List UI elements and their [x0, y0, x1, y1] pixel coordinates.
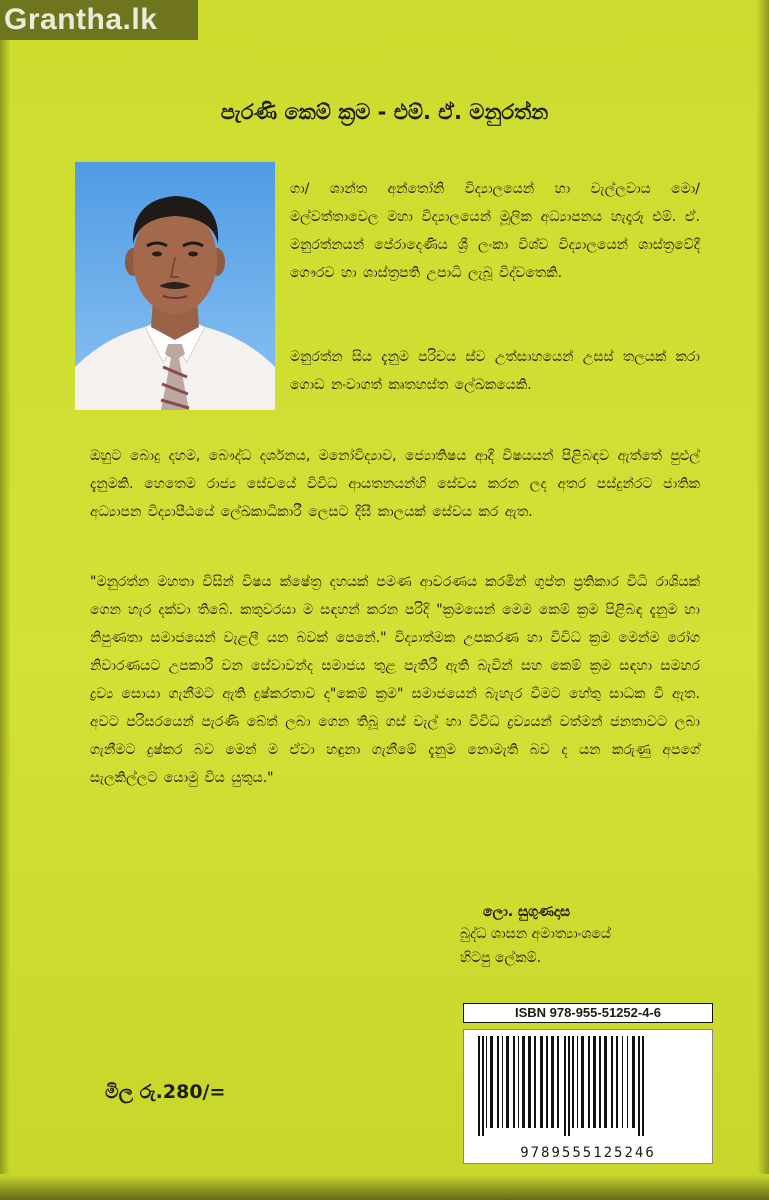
- bio-paragraph-education: ගා/ ශාන්ත අන්තෝනි විද්‍යාලයෙන් හා වැල්ලවාය මො/මල්වත්තාවෙල මහා විද්‍යාලයෙන් මූලික අධ්‍යාපනය හැදෑරූ එම්. ඒ. මනුරත්නයන් පේරාදෙණිය ශ්‍රී ලංකා විශ්ව විද්‍යාලයෙන් ශාස්ත්‍රවේදී ගෞරව හා ශාස්ත්‍රපති උපාධි ලැබූ විද්වතෙකි.: [290, 181, 700, 281]
- book-title: පැරණි කෙම් ක්‍රම - එම්. ඒ. මනුරත්න: [220, 100, 549, 124]
- bio-paragraph-career: ඔහුට බොදු දහම, බෞද්ධ දර්ශනය, මනෝවිද්‍යාව, ජ්‍යොතිෂය ආදී විෂයයන් පිළිබඳව ඇත්තේ පුළුල් දැනුමකි. හෙතෙම රාජ්‍ය සේවයේ විවිධ ආයතනයන්හි සේවය කරන ලද අතර පස්දුන්රට ජාතික අධ්‍යාපන විද්‍යාපීඨයේ ලේඛකාධිකාරී ලෙසට දීඝී කාලයක් සේවය කර ඇත.: [90, 448, 700, 520]
- reviewer-title-line1: බුද්ධ ශාසන අමාත්‍යාංශයේ: [460, 926, 611, 942]
- barcode-bar: [534, 1036, 536, 1128]
- barcode-bar: [478, 1036, 480, 1136]
- author-portrait-image: [75, 162, 275, 410]
- barcode-bar: [632, 1036, 635, 1128]
- barcode-bar: [627, 1036, 628, 1128]
- barcode-digits: 9789555125246: [464, 1145, 712, 1161]
- reviewer-title-line2: හිටපු ලේකම්.: [460, 950, 542, 966]
- barcode-bar: [518, 1036, 519, 1128]
- barcode-bar: [557, 1036, 559, 1128]
- price-label: මිල රු.280/=: [105, 1081, 226, 1103]
- cover-left-edge: [0, 0, 10, 1200]
- barcode-bar: [486, 1036, 487, 1128]
- barcode-bar: [604, 1036, 607, 1128]
- barcode-bar: [572, 1036, 574, 1128]
- isbn-label: ISBN 978-955-51252-4-6: [463, 1003, 713, 1023]
- barcode-bar: [513, 1036, 515, 1128]
- barcode-bar: [522, 1036, 525, 1128]
- barcode: [463, 1029, 713, 1164]
- barcode-bar: [546, 1036, 548, 1128]
- review-quote: "මනුරත්න මහතා විසින් විෂය ක්ෂේත්‍ර දහයක් පමණ ආවරණය කරමින් ගුප්ත ප්‍රතිකාර විධි රාශියක් ගෙන හැර දක්වා තිබේ. කතුවරයා ම සඳහන් කරන පරිදි "ක්‍රමයෙන් මෙම කෙම් ක්‍රම පිළිබඳ දැනුම හා නිපුණතා සමාජයෙන් වැළලී යන බවක් පෙනේ." විද්‍යාත්මක උපකරණ හා විවිධ ක්‍රම මෙන්ම රෝග නිවාරණයට උපකාරී වන සේවාවන්ද සමාජය තුළ පැතිරී ඇති බැවින් සහ කෙම් ක්‍රම සඳහා සමහර ද්‍රව්‍ය සොයා ගැනීමට ඇති දුෂ්කරතාව ද"කෙම් ක්‍රම" සමාජයෙන් බැහැර වීමට හේතු සාධක වී ඇත. අවට පරිසරයෙන් පැරණි බේත් ලබා ගෙන තිබූ ගස් වැල් හා විවිධ ද්‍රව්‍යයන් වත්මන් ජනතාවට ලබා ගැනීමට දුෂ්කර බව මෙන් ම ඒවා හඳුනා ගැනීමේ දැනුම නොමැති බව ද යන කරුණු අපගේ සැලකිල්ලට යොමු විය යුතුය.": [90, 574, 700, 786]
- cover-right-edge: [757, 0, 769, 1200]
- barcode-bar: [551, 1036, 554, 1128]
- barcode-bar: [611, 1036, 613, 1128]
- barcode-bar: [599, 1036, 601, 1128]
- barcode-bar: [482, 1036, 484, 1136]
- barcode-bar: [577, 1036, 578, 1128]
- barcode-bar: [622, 1036, 623, 1128]
- barcode-bars: [464, 1030, 712, 1140]
- bio-paragraph-writer: මනුරත්න සිය දැනුම පරිචය ස්ව උත්සාහයෙන් උසස් තලයක් කරා ගොඩ නංවාගත් කෘතහස්ත ලේඛකයෙකි.: [290, 349, 700, 393]
- barcode-bar: [642, 1036, 644, 1136]
- barcode-bar: [528, 1036, 531, 1128]
- author-photo: [75, 162, 275, 410]
- barcode-bar: [593, 1036, 596, 1128]
- barcode-bar: [490, 1036, 493, 1128]
- barcode-bar: [616, 1036, 618, 1128]
- watermark-logo: Grantha.lk: [0, 0, 198, 40]
- barcode-bar: [564, 1036, 566, 1136]
- barcode-bar: [497, 1036, 499, 1128]
- barcode-bar: [588, 1036, 590, 1128]
- barcode-bar: [540, 1036, 543, 1128]
- barcode-bar: [568, 1036, 570, 1136]
- reviewer-name: ලො. සුගුණදාස: [483, 904, 571, 920]
- barcode-bar: [638, 1036, 640, 1136]
- barcode-bar: [581, 1036, 584, 1128]
- cover-bottom-edge: [0, 1174, 769, 1200]
- barcode-bar: [506, 1036, 509, 1128]
- barcode-bar: [502, 1036, 503, 1128]
